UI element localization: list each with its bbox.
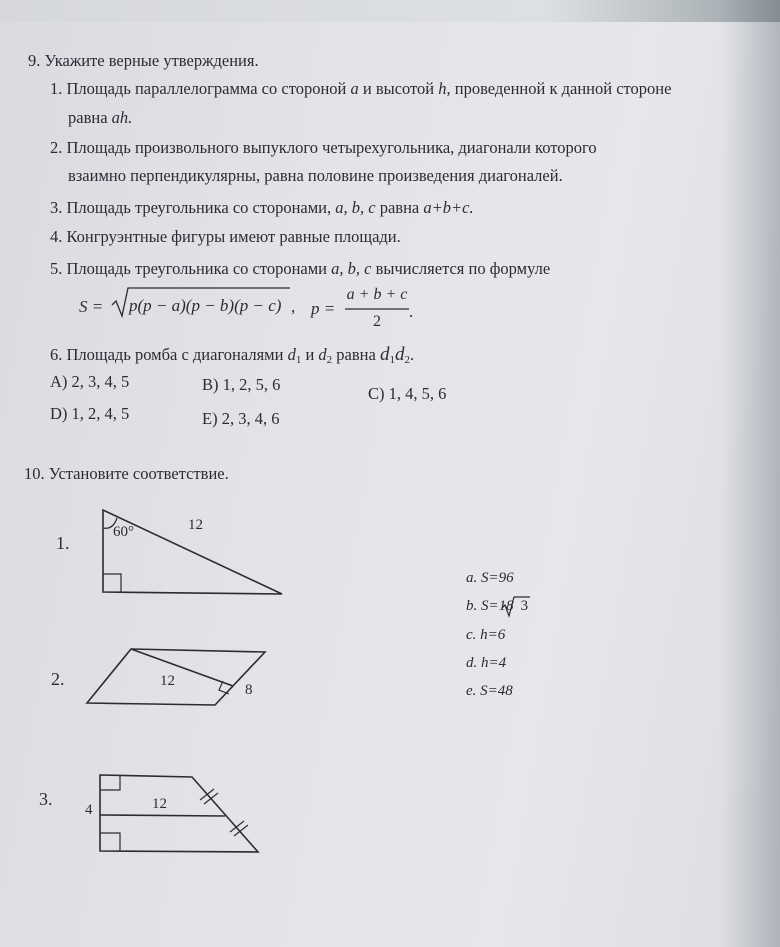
- option-c[interactable]: c. h=6: [466, 627, 506, 643]
- formula-p-label: p =: [311, 299, 336, 318]
- figure-2-diagonal-label: 12: [160, 673, 175, 689]
- option-e[interactable]: e. S=48: [466, 683, 513, 699]
- figure-3-trapezoid: [100, 775, 258, 852]
- formula-s-label: S =: [79, 297, 104, 316]
- answer-e[interactable]: E) 2, 3, 4, 6: [202, 409, 280, 428]
- figure-3-height-label: 4: [85, 802, 93, 818]
- q9-statement-4: 4. Конгруэнтные фигуры имеют равные площади.: [50, 227, 401, 246]
- figure-1-angle-label: 60°: [113, 524, 134, 540]
- q9-statement-6: 6. Площадь ромба с диагоналями $d_1$ и $d_2$ равна $d_1d_2$.: [50, 344, 415, 366]
- q9-title: 9. Укажите верные утверждения.: [28, 51, 259, 70]
- option-d[interactable]: d. h=4: [466, 655, 507, 671]
- figure-1-side-label: 12: [188, 517, 203, 533]
- figure-2-parallelogram: [87, 649, 265, 705]
- answer-a[interactable]: A) 2, 3, 4, 5: [50, 372, 130, 391]
- formula-dot: .: [409, 302, 414, 321]
- q9-statement-2: 2. Площадь произвольного выпуклого четырехугольника, диагонали которого: [50, 138, 597, 157]
- figure-2-side-label: 8: [245, 682, 253, 698]
- q9-statement-1: 1. Площадь параллелограмма со стороной a и высотой h, проведенной к данной стороне: [50, 79, 672, 98]
- formula-numerator: a + b + c: [346, 286, 408, 303]
- answer-b[interactable]: B) 1, 2, 5, 6: [202, 375, 281, 394]
- q9-statement-1-cont: равна ah.: [68, 108, 133, 127]
- figure-1-number: 1.: [56, 533, 70, 553]
- q10-title: 10. Установите соответствие.: [24, 464, 229, 483]
- q9-statement-3: 3. Площадь треугольника со сторонами, a, b, c равна a+b+c.: [50, 198, 474, 217]
- figure-3-midline-label: 12: [152, 796, 167, 812]
- figure-2-number: 2.: [51, 669, 65, 689]
- option-b[interactable]: b. S=18 3: [466, 598, 529, 614]
- formula-denominator: 2: [373, 313, 381, 330]
- answer-c[interactable]: C) 1, 4, 5, 6: [368, 384, 447, 403]
- answer-d[interactable]: D) 1, 2, 4, 5: [50, 404, 130, 423]
- option-b-root: 3: [520, 598, 529, 614]
- formula-comma: ,: [291, 297, 296, 316]
- q9-statement-2-cont: взаимно перпендикулярны, равна половине произведения диагоналей.: [68, 166, 563, 185]
- option-a[interactable]: a. S=96: [466, 570, 514, 586]
- q9-statement-5: 5. Площадь треугольника со сторонами a, b, c вычисляется по формуле: [50, 259, 551, 278]
- formula-radicand: p(p − a)(p − b)(p − c): [129, 296, 282, 315]
- figure-3-number: 3.: [39, 789, 53, 809]
